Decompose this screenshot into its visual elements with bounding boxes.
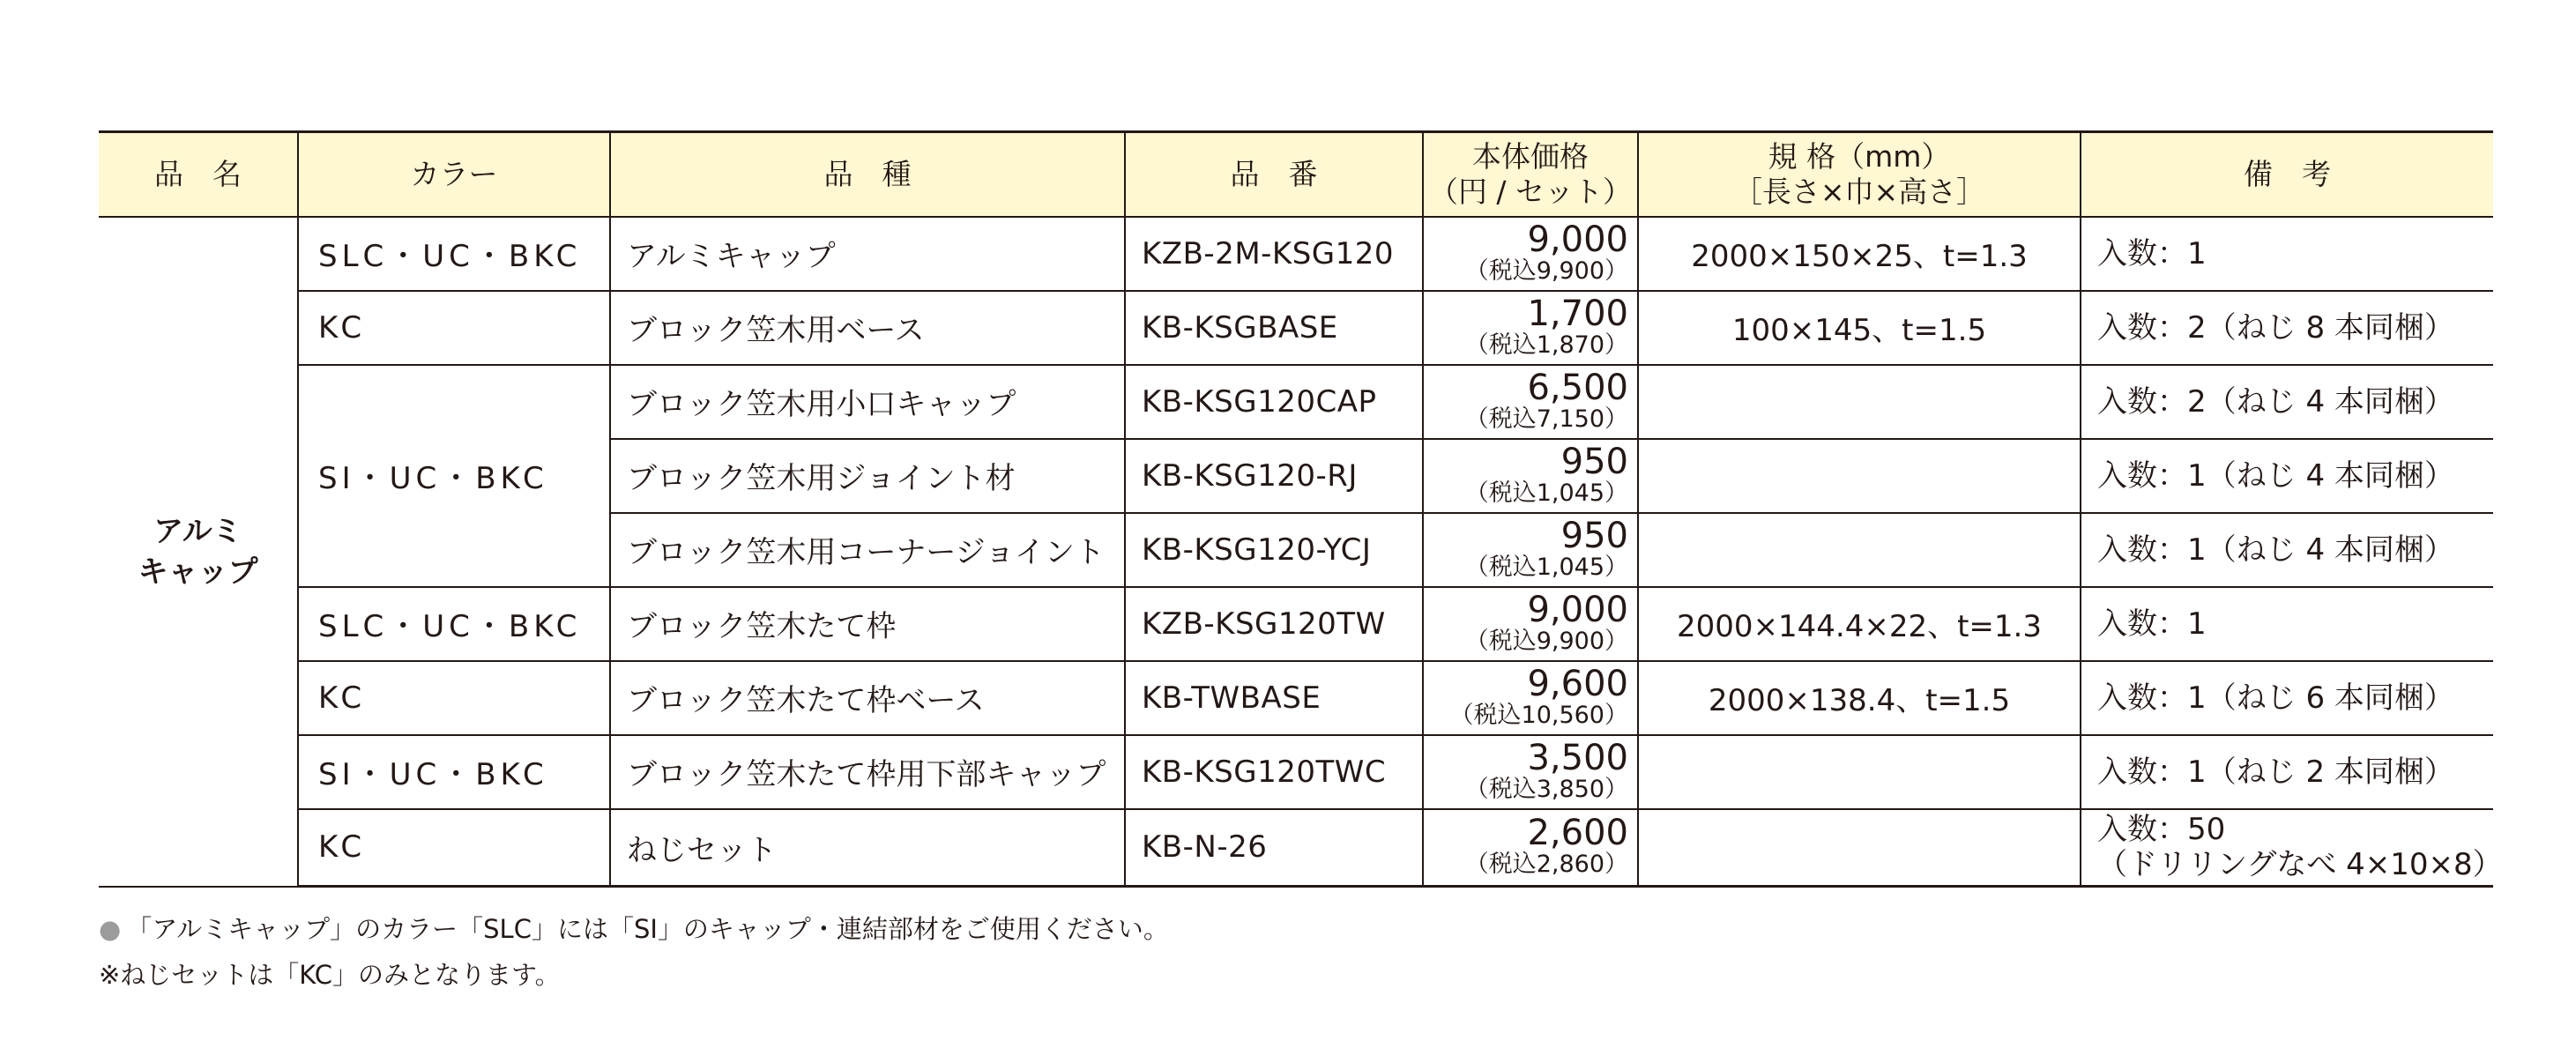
price-cell xyxy=(1423,217,1638,291)
kind-cell: ブロック笠木用ベース xyxy=(610,291,1125,365)
code-cell: KZB-2M-KSG120 xyxy=(1125,217,1423,291)
code-cell: KB-N-26 xyxy=(1125,809,1423,887)
price-tax-included: （税込9,900） xyxy=(1464,256,1628,285)
footnote-line xyxy=(99,952,1169,998)
color-cell: SLC・UC・BKC xyxy=(298,587,610,661)
table-row xyxy=(99,291,2493,365)
dims-cell: 100×145、t=1.5 xyxy=(1638,291,2081,365)
code-cell: KZB-KSG120TW xyxy=(1125,587,1423,661)
header-note: 備 考 xyxy=(2081,132,2493,217)
table-row xyxy=(99,809,2493,887)
color-cell: SI・UC・BKC xyxy=(298,735,610,809)
table-row xyxy=(99,217,2493,291)
note-line2: （ドリリングなべ 4×10×8） xyxy=(2097,847,2503,883)
color-cell: KC xyxy=(298,809,610,887)
table-row xyxy=(99,587,2493,661)
price-value: 2,600 xyxy=(1527,813,1628,854)
note-cell xyxy=(2081,809,2503,887)
color-cell: SI・UC・BKC xyxy=(298,365,610,587)
price-cell xyxy=(1423,587,1638,661)
product-group-name xyxy=(99,217,298,887)
note-cell: 入数：1（ねじ 2 本同梱） xyxy=(2081,735,2493,809)
price-cell xyxy=(1423,291,1638,365)
note-line1: 入数：50 xyxy=(2097,812,2226,848)
footnote-text: ※ねじセットは「KC」のみとなります。 xyxy=(99,960,561,990)
price-value: 1,700 xyxy=(1527,293,1628,334)
price-cell xyxy=(1423,365,1638,439)
color-cell: KC xyxy=(298,291,610,365)
dims-cell: 2000×150×25、t=1.3 xyxy=(1638,217,2081,291)
price-cell xyxy=(1423,661,1638,735)
header-spec-line2: ［長さ×巾×高さ］ xyxy=(1732,174,1986,209)
table-header-row xyxy=(99,132,2493,217)
header-spec xyxy=(1638,132,2081,217)
note-cell: 入数：2（ねじ 4 本同梱） xyxy=(2081,365,2493,439)
code-cell: KB-KSG120TWC xyxy=(1125,735,1423,809)
price-tax-included: （税込1,045） xyxy=(1464,479,1628,507)
color-cell: KC xyxy=(298,661,610,735)
price-value: 950 xyxy=(1560,515,1628,556)
price-tax-included: （税込10,560） xyxy=(1449,701,1628,729)
kind-cell: ブロック笠木用コーナージョイント xyxy=(610,513,1125,587)
product-group-name-line1: アルミ xyxy=(153,513,242,549)
dims-cell xyxy=(1638,809,2081,887)
note-cell: 入数：1（ねじ 6 本同梱） xyxy=(2081,661,2493,735)
header-color: カラー xyxy=(298,132,610,217)
table-row xyxy=(99,735,2493,809)
header-price xyxy=(1423,132,1638,217)
kind-cell: ブロック笠木たて枠ベース xyxy=(610,661,1125,735)
table-row xyxy=(99,365,2493,439)
header-product-name: 品 名 xyxy=(99,132,298,217)
price-value: 950 xyxy=(1560,441,1628,482)
price-tax-included: （税込9,900） xyxy=(1464,627,1628,655)
kind-cell: アルミキャップ xyxy=(610,217,1125,291)
price-tax-included: （税込1,870） xyxy=(1464,331,1628,359)
dims-cell xyxy=(1638,439,2081,513)
kind-cell: ブロック笠木たて枠 xyxy=(610,587,1125,661)
footnotes xyxy=(99,906,1169,998)
price-value: 6,500 xyxy=(1527,367,1628,408)
dims-cell xyxy=(1638,513,2081,587)
header-code: 品 番 xyxy=(1125,132,1423,217)
header-price-line2: （円 / セット） xyxy=(1428,174,1633,209)
footnote-line xyxy=(99,906,1169,952)
price-tax-included: （税込3,850） xyxy=(1464,775,1628,803)
kind-cell: ブロック笠木たて枠用下部キャップ xyxy=(610,735,1125,809)
kind-cell: ねじセット xyxy=(610,809,1125,887)
header-spec-line1: 規 格（mm） xyxy=(1768,138,1951,174)
dims-cell xyxy=(1638,365,2081,439)
dims-cell: 2000×138.4、t=1.5 xyxy=(1638,661,2081,735)
note-cell: 入数：1（ねじ 4 本同梱） xyxy=(2081,513,2493,587)
code-cell: KB-KSGBASE xyxy=(1125,291,1423,365)
price-cell xyxy=(1423,513,1638,587)
bullet-icon: ● xyxy=(99,914,122,944)
note-cell: 入数：1（ねじ 4 本同梱） xyxy=(2081,439,2493,513)
price-table-section xyxy=(99,130,2503,888)
price-tax-included: （税込7,150） xyxy=(1464,405,1628,433)
kind-cell: ブロック笠木用小口キャップ xyxy=(610,365,1125,439)
price-cell xyxy=(1423,439,1638,513)
table-row xyxy=(99,661,2493,735)
footnote-text: 「アルミキャップ」のカラー「SLC」には「SI」のキャップ・連結部材をご使用ください。 xyxy=(126,914,1169,944)
price-value: 9,000 xyxy=(1527,219,1628,260)
note-cell: 入数：1 xyxy=(2081,587,2493,661)
product-group-name-line2: キャップ xyxy=(138,554,258,590)
color-cell: SLC・UC・BKC xyxy=(298,217,610,291)
price-tax-included: （税込2,860） xyxy=(1464,851,1628,879)
price-value: 9,600 xyxy=(1527,663,1628,704)
header-price-line1: 本体価格 xyxy=(1472,138,1589,174)
code-cell: KB-TWBASE xyxy=(1125,661,1423,735)
price-value: 9,000 xyxy=(1527,589,1628,630)
dims-cell: 2000×144.4×22、t=1.3 xyxy=(1638,587,2081,661)
header-kind: 品 種 xyxy=(610,132,1125,217)
dims-cell xyxy=(1638,735,2081,809)
product-spec-table xyxy=(99,130,2503,888)
price-value: 3,500 xyxy=(1527,737,1628,778)
code-cell: KB-KSG120-YCJ xyxy=(1125,513,1423,587)
code-cell: KB-KSG120-RJ xyxy=(1125,439,1423,513)
price-cell xyxy=(1423,809,1638,887)
code-cell: KB-KSG120CAP xyxy=(1125,365,1423,439)
note-cell: 入数：1 xyxy=(2081,217,2493,291)
price-tax-included: （税込1,045） xyxy=(1464,553,1628,581)
note-cell: 入数：2（ねじ 8 本同梱） xyxy=(2081,291,2493,365)
price-cell xyxy=(1423,735,1638,809)
kind-cell: ブロック笠木用ジョイント材 xyxy=(610,439,1125,513)
